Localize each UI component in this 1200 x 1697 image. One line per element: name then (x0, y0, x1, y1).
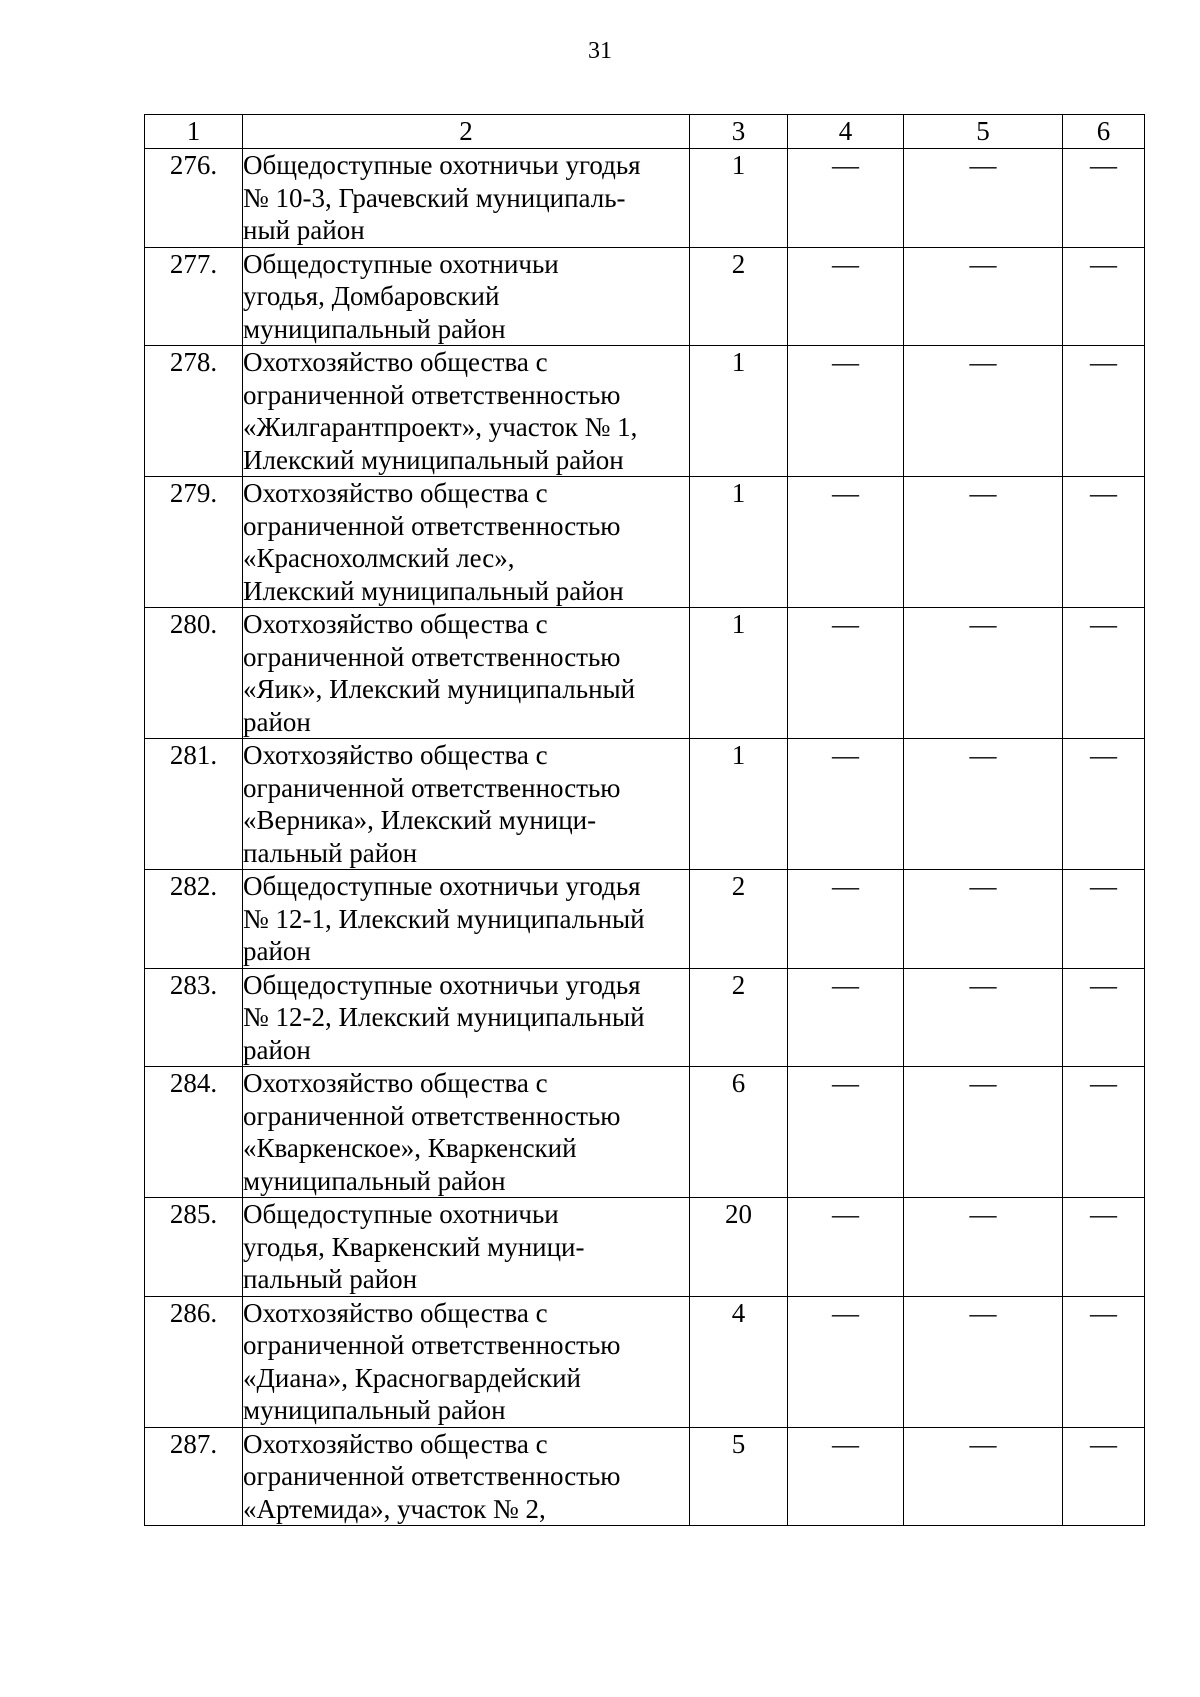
ground-name-line: угодья, Домбаровский (243, 281, 500, 311)
ground-name-line: ограниченной ответственностью (243, 379, 621, 410)
ground-name-line: ограниченной ответственностью (243, 1100, 621, 1131)
header-col-5: 5 (904, 115, 1063, 149)
table-row (145, 739, 1145, 870)
col6-cell: — (1063, 346, 1145, 477)
col5-cell: — (904, 968, 1063, 1067)
ground-name-cell (243, 477, 690, 608)
ground-name-line: район (243, 936, 311, 966)
count-cell: 6 (690, 1067, 788, 1198)
col6-cell: — (1063, 608, 1145, 739)
col5-cell: — (904, 149, 1063, 248)
ground-name-cell (243, 870, 690, 969)
table-row (145, 149, 1145, 248)
ground-name-cell (243, 149, 690, 248)
ground-name-line: «Жилгарантпроект», участок № 1, (243, 412, 638, 442)
ground-name-line: № 10-3, Грачевский муниципаль- (243, 182, 626, 213)
ground-name-line: Охотхозяйство общества с (243, 1297, 548, 1328)
col6-cell: — (1063, 477, 1145, 608)
ground-name-line: ограниченной ответственностью (243, 510, 621, 541)
ground-name-line: «Верника», Илекский муници- (243, 805, 597, 835)
ground-name-line: Общедоступные охотничьи угодья (243, 871, 641, 901)
ground-name-line: Охотхозяйство общества с (243, 478, 548, 508)
row-number: 280. (145, 608, 243, 739)
count-cell: 1 (690, 149, 788, 248)
count-cell: 20 (690, 1198, 788, 1297)
ground-name-line: Охотхозяйство общества с (243, 347, 548, 377)
col4-cell: — (788, 346, 904, 477)
ground-name-line: Общедоступные охотничьи (243, 248, 559, 279)
row-number: 276. (145, 149, 243, 248)
ground-name-line: ный район (243, 215, 365, 245)
ground-name-cell (243, 739, 690, 870)
header-col-2: 2 (243, 115, 690, 149)
ground-name-line: Илекский муниципальный район (243, 575, 624, 606)
col5-cell: — (904, 1198, 1063, 1297)
col4-cell: — (788, 968, 904, 1067)
ground-name-line: Охотхозяйство общества с (243, 609, 548, 639)
ground-name-line: муниципальный район (243, 313, 506, 344)
ground-name-line: муниципальный район (243, 1165, 506, 1196)
header-col-4: 4 (788, 115, 904, 149)
col5-cell: — (904, 247, 1063, 346)
ground-name-line: «Краснохолмский лес», (243, 543, 515, 573)
col4-cell: — (788, 1296, 904, 1427)
col6-cell: — (1063, 1067, 1145, 1198)
col5-cell: — (904, 1067, 1063, 1198)
col4-cell: — (788, 739, 904, 870)
ground-name-cell (243, 608, 690, 739)
table-row (145, 1427, 1145, 1526)
ground-name-line: № 12-1, Илекский муниципальный (243, 903, 645, 934)
table-row (145, 477, 1145, 608)
table-body (145, 149, 1145, 1526)
table-header-row (145, 115, 1145, 149)
col4-cell: — (788, 247, 904, 346)
ground-name-cell (243, 968, 690, 1067)
ground-name-line: Охотхозяйство общества с (243, 740, 548, 770)
ground-name-line: № 12-2, Илекский муниципальный (243, 1002, 645, 1032)
ground-name-line: ограниченной ответственностью (243, 772, 621, 803)
col5-cell: — (904, 477, 1063, 608)
ground-name-line: пальный район (243, 837, 418, 868)
col4-cell: — (788, 1427, 904, 1526)
col6-cell: — (1063, 870, 1145, 969)
col5-cell: — (904, 1427, 1063, 1526)
col4-cell: — (788, 870, 904, 969)
ground-name-line: Охотхозяйство общества с (243, 1068, 548, 1098)
header-col-1: 1 (145, 115, 243, 149)
ground-name-cell (243, 346, 690, 477)
ground-name-line: Охотхозяйство общества с (243, 1428, 548, 1459)
ground-name-line: ограниченной ответственностью (243, 641, 621, 672)
col5-cell: — (904, 1296, 1063, 1427)
header-col-6: 6 (1063, 115, 1145, 149)
ground-name-line: ограниченной ответственностью (243, 1330, 621, 1360)
col4-cell: — (788, 1198, 904, 1297)
count-cell: 2 (690, 968, 788, 1067)
ground-name-line: Общедоступные охотничьи (243, 1199, 559, 1229)
table-row (145, 1296, 1145, 1427)
page-number: 31 (588, 38, 612, 64)
count-cell: 1 (690, 477, 788, 608)
row-number: 287. (145, 1427, 243, 1526)
ground-name-line: «Яик», Илекский муниципальный (243, 674, 636, 704)
ground-name-line: угодья, Кваркенский муници- (243, 1231, 585, 1262)
ground-name-cell (243, 1427, 690, 1526)
count-cell: 2 (690, 247, 788, 346)
ground-name-cell (243, 247, 690, 346)
ground-name-line: ограниченной ответственностью (243, 1461, 621, 1491)
row-number: 281. (145, 739, 243, 870)
table-row (145, 870, 1145, 969)
ground-name-cell (243, 1198, 690, 1297)
hunting-grounds-table (144, 114, 1145, 1526)
col4-cell: — (788, 149, 904, 248)
table-row (145, 968, 1145, 1067)
ground-name-line: муниципальный район (243, 1395, 506, 1425)
table-row (145, 247, 1145, 346)
table-row (145, 346, 1145, 477)
col6-cell: — (1063, 968, 1145, 1067)
count-cell: 1 (690, 608, 788, 739)
row-number: 283. (145, 968, 243, 1067)
col6-cell: — (1063, 739, 1145, 870)
row-number: 278. (145, 346, 243, 477)
col5-cell: — (904, 739, 1063, 870)
col5-cell: — (904, 608, 1063, 739)
ground-name-line: «Диана», Красногвардейский (243, 1362, 581, 1393)
col4-cell: — (788, 1067, 904, 1198)
table-row (145, 1067, 1145, 1198)
row-number: 282. (145, 870, 243, 969)
ground-name-line: пальный район (243, 1264, 418, 1294)
header-col-3: 3 (690, 115, 788, 149)
col6-cell: — (1063, 149, 1145, 248)
col6-cell: — (1063, 1427, 1145, 1526)
count-cell: 5 (690, 1427, 788, 1526)
col4-cell: — (788, 477, 904, 608)
row-number: 284. (145, 1067, 243, 1198)
col6-cell: — (1063, 1296, 1145, 1427)
ground-name-line: «Артемида», участок № 2, (243, 1493, 546, 1524)
row-number: 286. (145, 1296, 243, 1427)
ground-name-line: Общедоступные охотничьи угодья (243, 150, 641, 180)
col5-cell: — (904, 870, 1063, 969)
ground-name-line: Илекский муниципальный район (243, 444, 624, 475)
count-cell: 1 (690, 346, 788, 477)
col4-cell: — (788, 608, 904, 739)
count-cell: 4 (690, 1296, 788, 1427)
col5-cell: — (904, 346, 1063, 477)
row-number: 285. (145, 1198, 243, 1297)
ground-name-line: район (243, 1034, 311, 1065)
ground-name-line: район (243, 706, 311, 737)
row-number: 277. (145, 247, 243, 346)
col6-cell: — (1063, 1198, 1145, 1297)
ground-name-cell (243, 1067, 690, 1198)
ground-name-line: «Кваркенское», Кваркенский (243, 1133, 577, 1163)
table-row (145, 1198, 1145, 1297)
col6-cell: — (1063, 247, 1145, 346)
count-cell: 1 (690, 739, 788, 870)
ground-name-line: Общедоступные охотничьи угодья (243, 969, 641, 1000)
row-number: 279. (145, 477, 243, 608)
table-row (145, 608, 1145, 739)
ground-name-cell (243, 1296, 690, 1427)
count-cell: 2 (690, 870, 788, 969)
